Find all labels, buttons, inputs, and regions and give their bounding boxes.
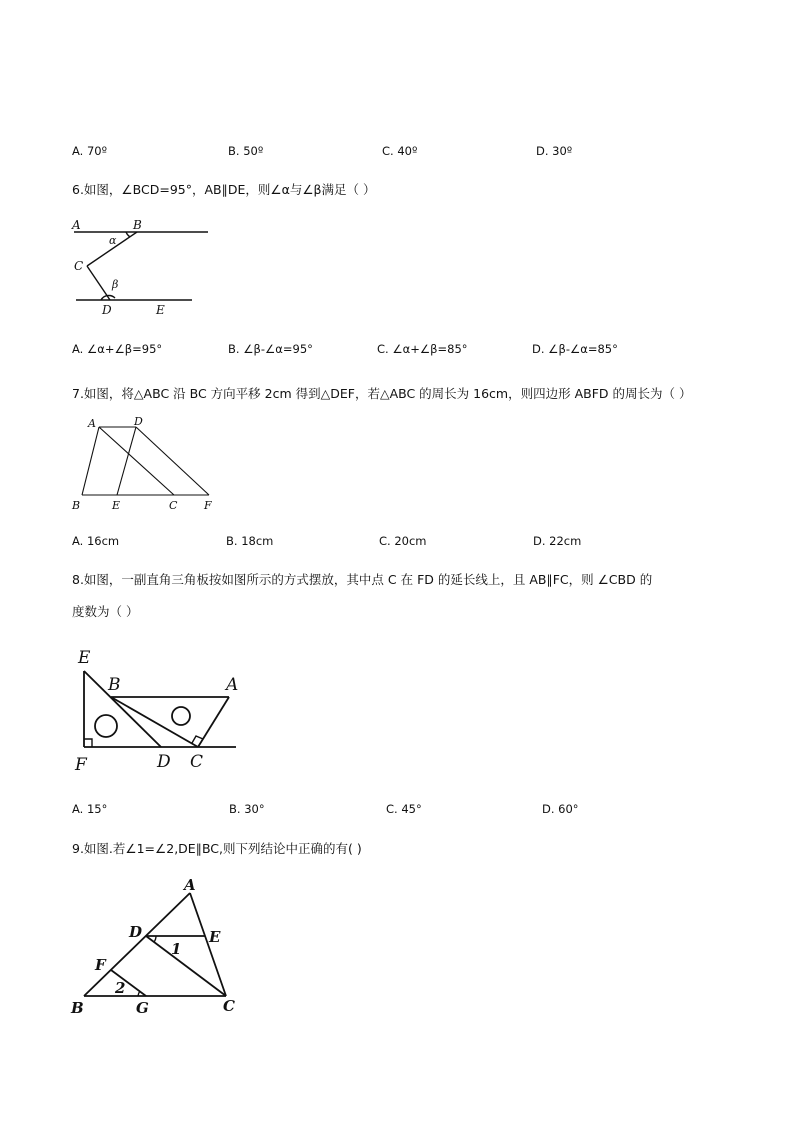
q6-option-b: B. ∠β-∠α=95°: [228, 342, 313, 356]
q6-label-e: E: [156, 303, 165, 317]
q7-option-a: A. 16cm: [72, 534, 120, 548]
q8-label-b: B: [108, 675, 121, 695]
q5-option-b: B. 50º: [228, 144, 264, 158]
q8-option-d: D. 60°: [542, 802, 579, 816]
q7-label-b: B: [72, 499, 81, 512]
q9-label-f: F: [95, 956, 106, 974]
q6-label-a: A: [72, 218, 81, 232]
q8-stem-line1: 8.如图，一副直角三角板按如图所示的方式摆放，其中点 C 在 FD 的延长线上，且 AB∥FC，则 ∠CBD 的: [72, 572, 653, 587]
q8-option-a: A. 15°: [72, 802, 108, 816]
q6-option-c: C. ∠α+∠β=85°: [377, 342, 468, 356]
q9-stem: 9.如图.若∠1=∠2,DE∥BC,则下列结论中正确的有( ): [72, 841, 362, 856]
q8-label-c: C: [190, 752, 204, 772]
q8-label-a: A: [226, 675, 239, 695]
q8-label-d: D: [157, 752, 171, 772]
q9-label-a: A: [184, 876, 196, 894]
q6-option-d: D. ∠β-∠α=85°: [532, 342, 618, 356]
q5-option-c: C. 40º: [382, 144, 418, 158]
q7-label-e: E: [112, 499, 121, 512]
q9-label-one: 1: [171, 940, 182, 958]
q6-figure: [66, 214, 216, 318]
q5-option-d: D. 30º: [536, 144, 573, 158]
q6-label-c: C: [74, 259, 84, 273]
q8-label-e: E: [78, 648, 91, 668]
q6-label-beta: β: [112, 278, 119, 291]
q9-label-c: C: [223, 997, 235, 1015]
q5-option-a: A. 70º: [72, 144, 108, 158]
q7-figure: [68, 413, 220, 513]
q7-label-a: A: [88, 417, 96, 430]
q8-option-c: C. 45°: [386, 802, 422, 816]
q6-stem: 6.如图，∠BCD=95°，AB∥DE，则∠α与∠β满足（ ）: [72, 182, 376, 197]
q6-label-d: D: [102, 303, 112, 317]
q7-label-d: D: [134, 415, 143, 428]
q9-label-e: E: [209, 928, 221, 946]
q7-option-b: B. 18cm: [226, 534, 274, 548]
q6-label-b: B: [133, 218, 142, 232]
q6-option-a: A. ∠α+∠β=95°: [72, 342, 163, 356]
q7-option-d: D. 22cm: [533, 534, 582, 548]
q8-figure: [70, 640, 246, 778]
q9-label-b: B: [71, 999, 84, 1017]
q7-stem: 7.如图，将△ABC 沿 BC 方向平移 2cm 得到△DEF，若△ABC 的周长为 16cm，则四边形 ABFD 的周长为（ ）: [72, 386, 692, 401]
q7-label-f: F: [204, 499, 212, 512]
q8-option-b: B. 30°: [229, 802, 265, 816]
q9-label-two: 2: [115, 979, 126, 997]
q6-label-alpha: α: [109, 234, 117, 247]
q9-figure: [66, 872, 246, 1020]
q8-stem-line2: 度数为（ ）: [72, 604, 139, 619]
q8-label-f: F: [75, 755, 87, 775]
q9-label-g: G: [136, 999, 149, 1017]
q9-label-d: D: [129, 923, 143, 941]
q7-option-c: C. 20cm: [379, 534, 427, 548]
q7-label-c: C: [169, 499, 178, 512]
